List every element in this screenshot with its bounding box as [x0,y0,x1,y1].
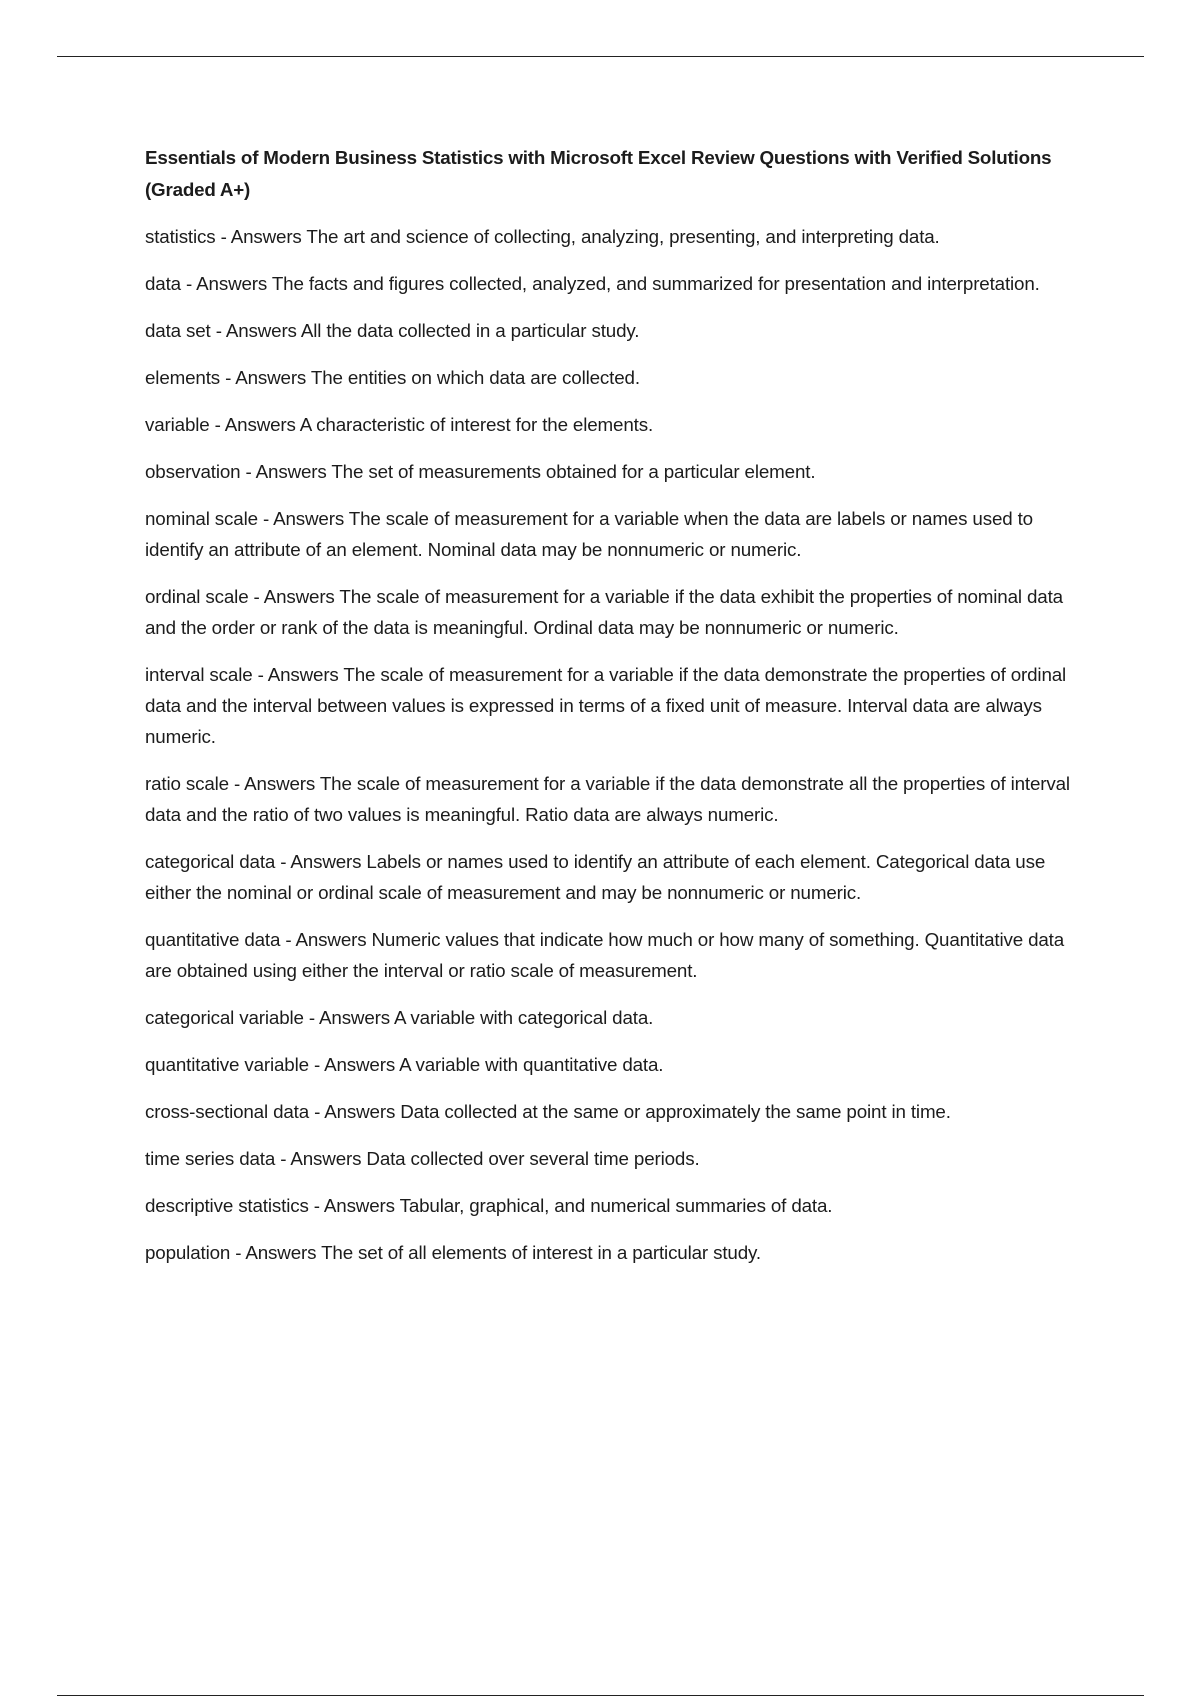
entry-cross-sectional-data: cross-sectional data - Answers Data collected at the same or approximately the same point in time. [145,1101,951,1122]
entry-interval-scale: interval scale - Answers The scale of measurement for a variable if the data demonstrate the properties of ordinal data and the interval between values is expressed in terms of a fixed unit of measure. Interval data are always numeric. [145,664,1067,747]
entry-ordinal-scale: ordinal scale - Answers The scale of measurement for a variable if the data exhibit the properties of nominal data and the order or rank of the data is meaningful. Ordinal data may be nonnumeric or numeric. [145,586,1063,638]
entry-categorical-data: categorical data - Answers Labels or names used to identify an attribute of each element. Categorical data use either the nominal or ordinal scale of measurement and may be nonnumeric or numeric. [145,851,1046,903]
entry-data-set: data set - Answers All the data collected in a particular study. [145,320,640,341]
entry-categorical-variable: categorical variable - Answers A variable with categorical data. [145,1007,654,1028]
entry-variable: variable - Answers A characteristic of interest for the elements. [145,414,654,435]
entry-quantitative-variable: quantitative variable - Answers A variable with quantitative data. [145,1054,664,1075]
header-rule [57,56,1144,57]
footer-rule [57,1695,1144,1696]
entry-observation: observation - Answers The set of measurements obtained for a particular element. [145,461,816,482]
entry-elements: elements - Answers The entities on which data are collected. [145,367,640,388]
entry-descriptive-statistics: descriptive statistics - Answers Tabular, graphical, and numerical summaries of data. [145,1195,833,1216]
document-body [145,142,1095,1284]
document-title: Essentials of Modern Business Statistics with Microsoft Excel Review Questions with Verified Solutions (Graded A+) [145,147,1052,200]
entry-quantitative-data: quantitative data - Answers Numeric values that indicate how much or how many of something. Quantitative data are obtained using either the interval or ratio scale of measurement. [145,929,1065,981]
entry-statistics: statistics - Answers The art and science of collecting, analyzing, presenting, and interpreting data. [145,226,940,247]
entry-population: population - Answers The set of all elements of interest in a particular study. [145,1242,761,1263]
entry-nominal-scale: nominal scale - Answers The scale of measurement for a variable when the data are labels or names used to identify an attribute of an element. Nominal data may be nonnumeric or numeric. [145,508,1033,560]
entry-ratio-scale: ratio scale - Answers The scale of measurement for a variable if the data demonstrate all the properties of interval data and the ratio of two values is meaningful. Ratio data are always numeric. [145,773,1070,825]
entry-time-series-data: time series data - Answers Data collected over several time periods. [145,1148,700,1169]
entry-data: data - Answers The facts and figures collected, analyzed, and summarized for presentation and interpretation. [145,273,1040,294]
